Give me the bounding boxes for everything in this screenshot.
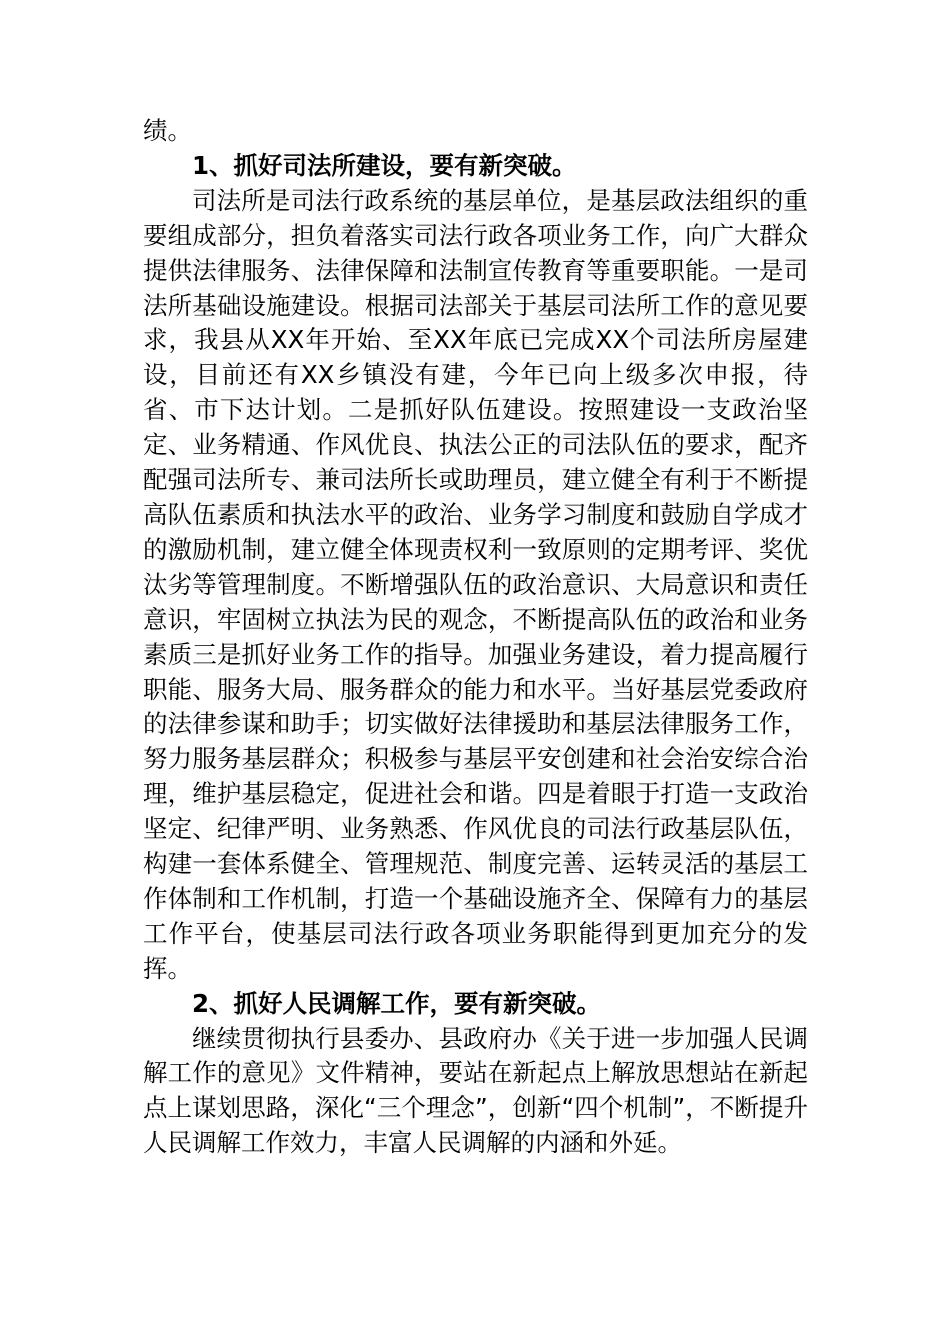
paragraph-1: 司法所是司法行政系统的基层单位，是基层政法组织的重要组成部分，担负着落实司法行政各项业务工作，向广大群众提供法律服务、法律保障和法制宣传教育等重要职能。一是司法所基础设施建设。根据司法部关于基层司法所工作的意见要求，我县从XX年开始、至XX年底已完成XX个司法所房屋建设，目前还有XX乡镇没有建，今年已向上级多次申报，待省、市下达计划。二是抓好队伍建设。按照建设一支政治坚定、业务精通、作风优良、执法公正的司法队伍的要求，配齐配强司法所专、兼司法所长或助理员，建立健全有利于不断提高队伍素质和执法水平的政治、业务学习制度和鼓励自学成才的激励机制，建立健全体现责权利一致原则的定期考评、奖优汰劣等管理制度。不断增强队伍的政治意识、大局意识和责任意识，牢固树立执法为民的观念，不断提高队伍的政治和业务素质三是抓好业务工作的指导。加强业务建设，着力提高履行职能、服务大局、服务群众的能力和水平。当好基层党委政府的法律参谋和助手；切实做好法律援助和基层法律服务工作，努力服务基层群众；积极参与基层平安创建和社会治安综合治理，维护基层稳定，促进社会和谐。四是着眼于打造一支政治坚定、纪律严明、业务熟悉、作风优良的司法行政基层队伍，构建一套体系健全、管理规范、制度完善、运转灵活的基层工作体制和工作机制，打造一个基础设施齐全、保障有力的基层工作平台，使基层司法行政各项业务职能得到更加充分的发挥。: [143, 185, 808, 983]
paragraph-2: 继续贯彻执行县委办、县政府办《关于进一步加强人民调解工作的意见》文件精神，要站在新起点上解放思想站在新起点上谋划思路，深化“三个理念”，创新“四个机制”，不断提升人民调解工作效力，丰富人民调解的内涵和外延。: [143, 1023, 808, 1158]
document-body: [143, 114, 808, 1161]
section-heading-1: 1、抓好司法所建设，要有新突破。: [192, 150, 577, 180]
continuation-text: 绩。: [143, 116, 192, 145]
section-heading-2: 2、抓好人民调解工作，要有新突破。: [192, 988, 602, 1018]
